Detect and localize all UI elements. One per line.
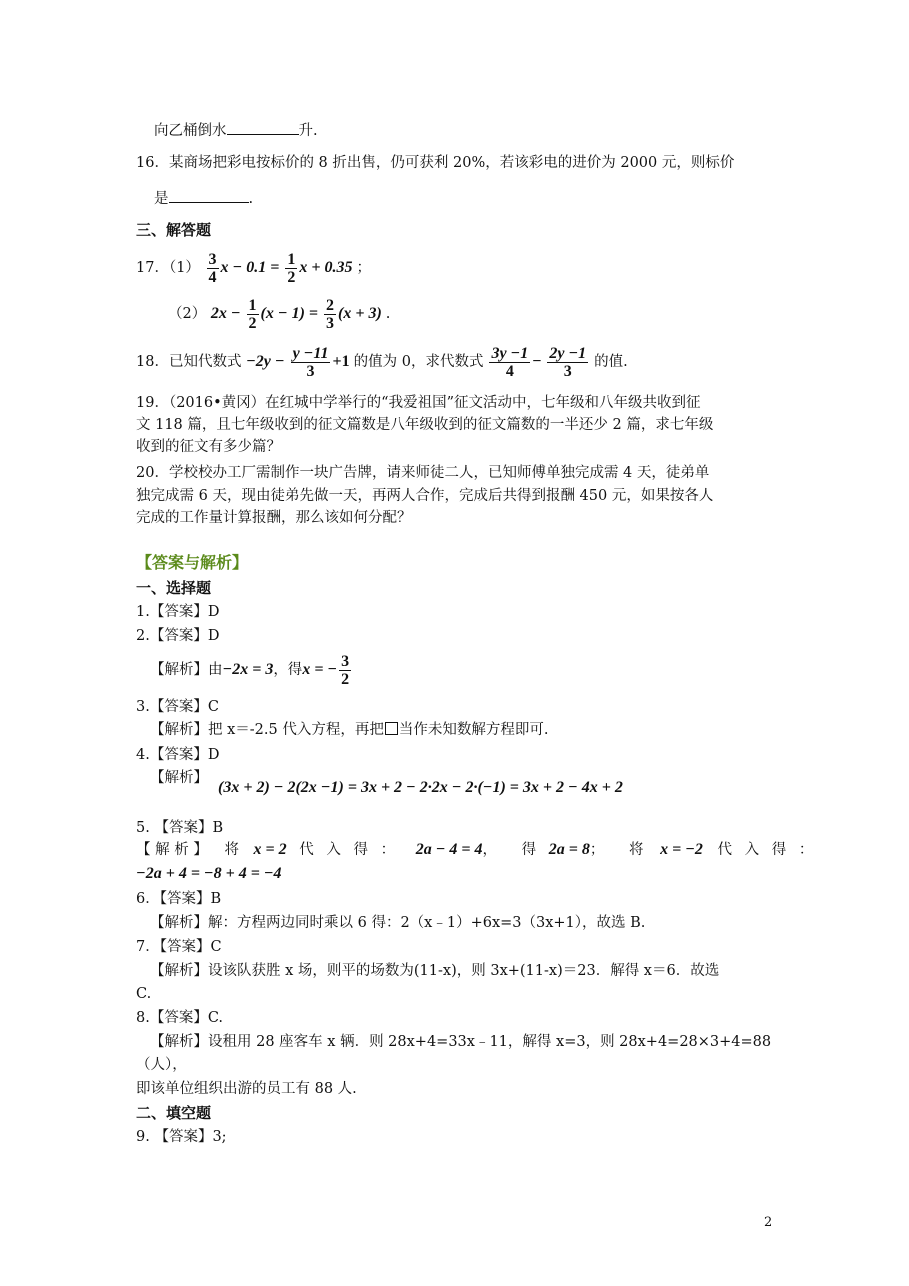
q18: 18．已知代数式 −2y − $\frac{y -11}{3}$ +1 的值为 0，求代数式 $\frac{3y -1}{4}$ − $\frac{2y -1}{3}$ 的值. [136, 344, 628, 380]
answers-title: 【答案与解析】 [136, 553, 249, 572]
section-heading-solve: 三、解答题 [136, 221, 212, 239]
fraction: $\frac{1}{2}$ [248, 296, 257, 332]
answer-8: 8.【答案】C. [136, 1010, 224, 1026]
answer-8-explanation-cont: （人）， [136, 1057, 187, 1073]
q17-part2: （2） 2x − $\frac{1}{2}$ (x − 1) = $\frac{2}{3}$ (x + 3) . [168, 296, 391, 332]
q15-tail: 向乙桶倒水 升. [154, 120, 318, 141]
fraction: $\frac{2y -1}{3}$ [549, 344, 587, 380]
section-heading-choice: 一、选择题 [136, 579, 212, 597]
answer-2: 2.【答案】D [136, 628, 220, 644]
q16-line1: 16．某商场把彩电按标价的 8 折出售，仍可获利 20%，若该彩电的进价为 2000 元，则标价 [136, 155, 735, 171]
fraction: $\frac{3}{4}$ [208, 250, 217, 286]
q15-answer-blank [227, 120, 299, 135]
q16-answer-blank [169, 188, 249, 203]
square-box-icon [385, 722, 398, 735]
answer-5-explanation: 【 解 析 】 将 x = 2 代 入 得 ： 2a − 4 = 4， 得 2a = 8； 将 x = −2 代 入 得 ： [136, 841, 818, 858]
answer-4-equation: (3x + 2) − 2(2x −1) = 3x + 2 − 2·2x − 2·(−1) = 3x + 2 − 4x + 2 [218, 779, 623, 796]
q19-line2: 文 118 篇，且七年级收到的征文篇数是八年级收到的征文篇数的一半还少 2 篇，求七年级 [136, 417, 714, 433]
answer-5-equation: −2a + 4 = −8 + 4 = −4 [136, 865, 282, 882]
fraction: $\frac{3}{2}$ [341, 652, 350, 688]
answer-4: 4.【答案】D [136, 747, 220, 763]
answer-8-conclusion: 即该单位组织出游的员工有 88 人. [136, 1081, 357, 1097]
q20-line1: 20．学校校办工厂需制作一块广告牌，请来师徒二人，已知师傅单独完成需 4 天，徒弟单 [136, 465, 710, 481]
answer-5: 5. 【答案】B [136, 820, 224, 836]
answer-6: 6．【答案】B [136, 891, 222, 907]
fraction: $\frac{3y -1}{4}$ [491, 344, 529, 380]
page-number: 2 [764, 1215, 773, 1230]
answer-1: 1.【答案】D [136, 604, 220, 620]
answer-3-explanation: 【解析】把 x＝-2.5 代入方程，再把 当作未知数解方程即可. [150, 722, 549, 738]
q20-line3: 完成的工作量计算报酬，那么该如何分配？ [136, 510, 412, 526]
answer-9: 9. 【答案】3; [136, 1129, 227, 1145]
fraction: $\frac{1}{2}$ [287, 250, 296, 286]
answer-7-explanation: 【解析】设该队获胜 x 场，则平的场数为(11-x)，则 3x+(11-x)＝23．解得 x＝6．故选 [150, 963, 720, 979]
answer-3: 3.【答案】C [136, 699, 219, 715]
answer-8-explanation: 【解析】设租用 28 座客车 x 辆．则 28x+4=33x﹣11，解得 x=3，则 28x+4=28×3+4=88 [150, 1034, 772, 1050]
fraction: $\frac{y -11}{3}$ [292, 344, 329, 380]
answer-2-explanation: 【解析】由−2x = 3，得x = − $\frac{3}{2}$ [150, 652, 350, 688]
answer-7-explanation-cont: C. [136, 986, 152, 1002]
q19-line3: 收到的征文有多少篇？ [136, 439, 281, 455]
answer-7: 7．【答案】C [136, 939, 222, 955]
answer-4-label: 【解析】 [150, 770, 208, 786]
q19-line1: 19．（2016•黄冈）在红城中学举行的“我爱祖国”征文活动中，七年级和八年级共收到征 [136, 395, 701, 411]
q17-part1: 17．（1） $\frac{3}{4}$ x − 0.1 = $\frac{1}{2}$ x + 0.35 ； [136, 250, 371, 286]
q20-line2: 独完成需 6 天，现由徒弟先做一天，再两人合作，完成后共得到报酬 450 元，如果按各人 [136, 488, 714, 504]
q16-line2: 是 . [154, 188, 253, 209]
answer-6-explanation: 【解析】解：方程两边同时乘以 6 得：2（x﹣1）+6x=3（3x+1），故选 B. [150, 915, 646, 931]
fraction: $\frac{2}{3}$ [326, 296, 335, 332]
section-heading-fill: 二、填空题 [136, 1104, 212, 1122]
